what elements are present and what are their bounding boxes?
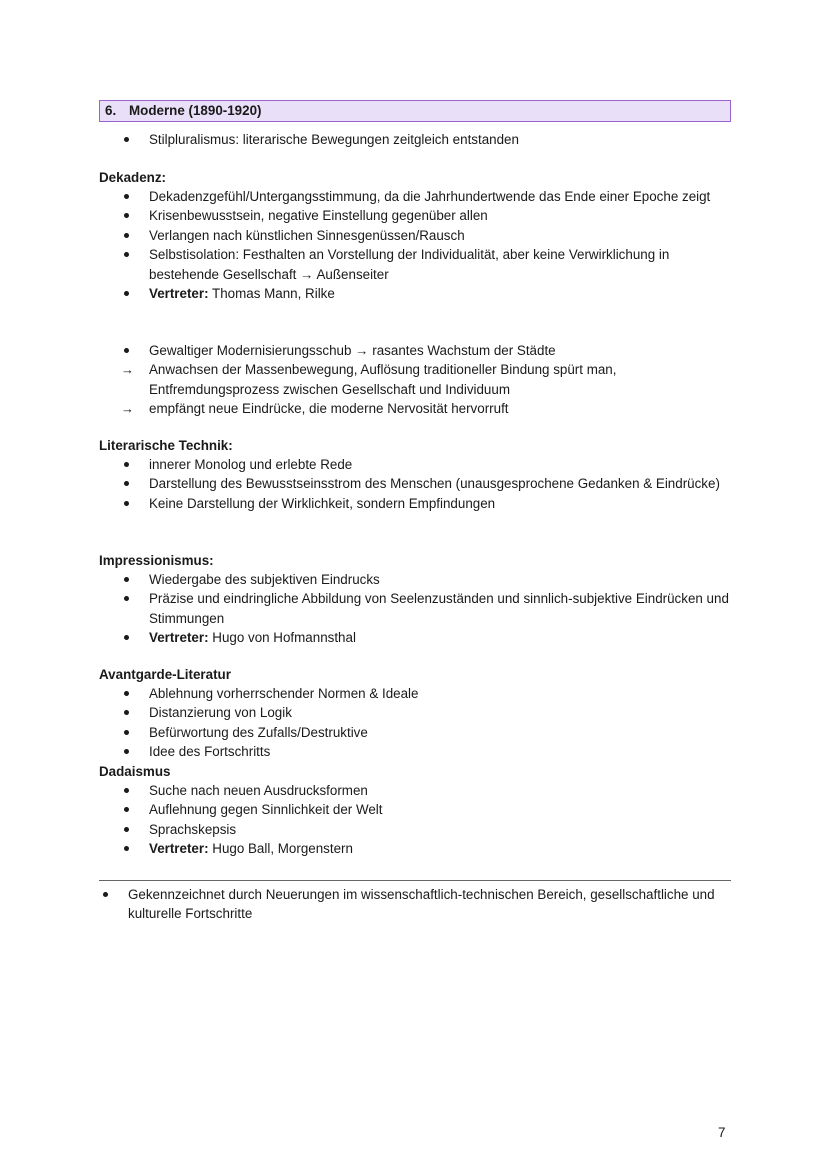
section-heading	[99, 100, 731, 122]
list-item: Distanzierung von Logik	[149, 705, 292, 721]
footnote-divider	[99, 880, 731, 881]
list-item: Vertreter: Thomas Mann, Rilke	[149, 286, 335, 302]
section-title: Moderne (1890-1920)	[129, 103, 262, 118]
intro-list	[0, 130, 828, 149]
section-number: 6.	[105, 103, 117, 118]
vertreter-label: Vertreter:	[149, 630, 209, 646]
dadaismus-list	[0, 781, 828, 859]
list-item: → Anwachsen der Massenbewegung, Auflösung traditioneller Bindung spürt man, Entfremdungsprozess zwischen Gesellschaft und Individuum	[121, 362, 617, 397]
list-item: Dekadenzgefühl/Untergangsstimmung, da die Jahrhundertwende das Ende einer Epoche zeigt	[149, 189, 711, 204]
list-item: Stilpluralismus: literarische Bewegungen zeitgleich entstanden	[149, 132, 519, 147]
list-item: Suche nach neuen Ausdrucksformen	[149, 783, 368, 798]
impressionismus-title: Impressionismus:	[99, 553, 214, 568]
arrow-right-icon: →	[121, 401, 134, 417]
list-item: Wiedergabe des subjektiven Eindrucks	[149, 572, 380, 587]
list-item: Ablehnung vorherrschender Normen & Ideale	[149, 686, 419, 701]
list-item: Auflehnung gegen Sinnlichkeit der Welt	[149, 802, 383, 818]
list-item: Sprachskepsis	[149, 821, 237, 837]
vertreter-label: Vertreter:	[149, 841, 209, 857]
list-item: Gewaltiger Modernisierungsschub → rasantes Wachstum der Städte	[149, 343, 556, 358]
list-item: innerer Monolog und erlebte Rede	[149, 457, 353, 472]
list-item: Präzise und eindringliche Abbildung von Seelenzuständen und sinnlich-subjektive Eindrücken und Stimmungen	[149, 591, 729, 626]
technik-title: Literarische Technik:	[99, 438, 233, 453]
list-item: Selbstisolation: Festhalten an Vorstellung der Individualität, aber keine Verwirklichung in bestehende Gesellschaft → Außenseiter	[149, 247, 670, 282]
avantgarde-list	[0, 684, 828, 762]
technik-list	[0, 455, 828, 513]
list-item: Keine Darstellung der Wirklichkeit, sondern Empfindungen	[149, 495, 496, 511]
list-item: Darstellung des Bewusstseinsstrom des Menschen (unausgesprochene Gedanken & Eindrücke)	[149, 476, 720, 492]
list-item: Befürwortung des Zufalls/Destruktive	[149, 724, 368, 740]
dadaismus-title: Dadaismus	[99, 764, 171, 779]
dekadenz-list	[0, 187, 828, 303]
impressionismus-list	[0, 570, 828, 648]
list-item: Idee des Fortschritts	[149, 744, 271, 760]
arrow-right-icon: →	[121, 362, 134, 378]
list-item: Krisenbewusstsein, negative Einstellung gegenüber allen	[149, 208, 488, 224]
avantgarde-title: Avantgarde-Literatur	[99, 667, 231, 682]
list-item	[0, 885, 728, 924]
modernisierung-list	[0, 341, 828, 419]
footer-note: Gekennzeichnet durch Neuerungen im wissenschaftlich-technischen Bereich, gesellschaftliche und kulturelle Fortschritte	[128, 887, 715, 922]
list-item: Verlangen nach künstlichen Sinnesgenüssen/Rausch	[149, 227, 465, 243]
list-item: Vertreter: Hugo von Hofmannsthal	[149, 630, 356, 646]
footer-note-list	[0, 885, 828, 924]
list-item: Vertreter: Hugo Ball, Morgenstern	[149, 841, 353, 857]
page-number: 7	[718, 1125, 726, 1140]
list-item: → empfängt neue Eindrücke, die moderne Nervosität hervorruft	[0, 399, 735, 418]
vertreter-label: Vertreter:	[149, 286, 209, 302]
dekadenz-title: Dekadenz:	[99, 170, 166, 185]
